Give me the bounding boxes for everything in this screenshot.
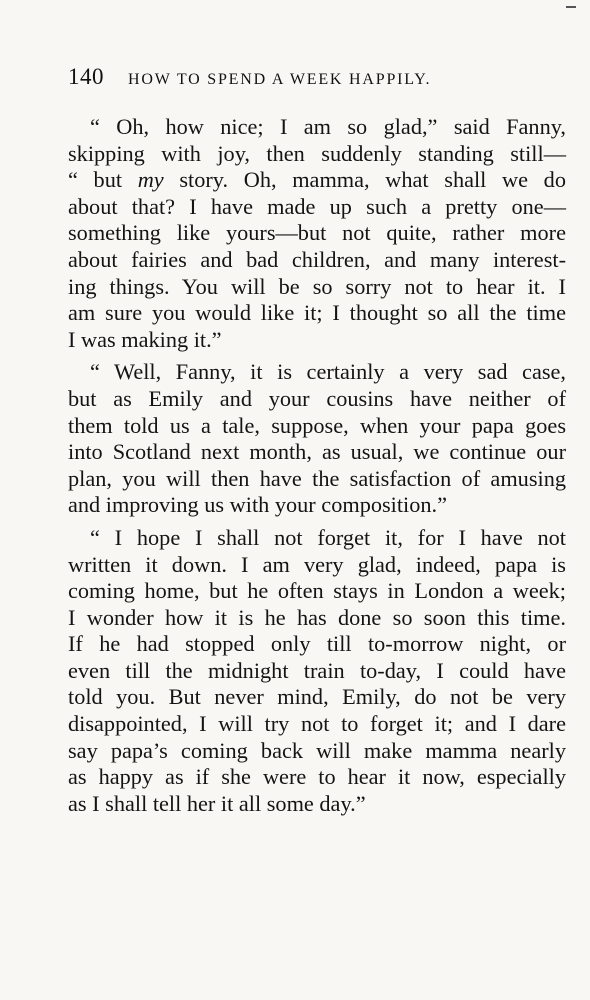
text-line: even till the midnight train to-day, I could have [68,657,566,683]
text-line: “ Well, Fanny, it is certainly a very sad case, [90,359,566,385]
paragraph [68,114,566,353]
paragraph [68,359,566,519]
text-line: something like yours—but not quite, rather more [68,220,566,246]
text-line: as happy as if she were to hear it now, especially [68,764,566,790]
text-line: “ but my story. Oh, mamma, what shall we do [68,167,566,193]
text-line: about fairies and bad children, and many interest- [68,246,566,272]
text-line: ing things. You will be so sorry not to hear it. I [68,273,566,299]
text-line: disappointed, I will try not to forget it; and I dare [68,711,566,737]
body-text [68,114,566,823]
text-line: skipping with joy, then suddenly standing still— [68,140,566,166]
text-line: I wonder how it is he has done so soon this time. [68,604,566,630]
text-line: written it down. I am very glad, indeed, papa is [68,551,566,577]
text-line: but as Emily and your cousins have neither of [68,385,566,411]
text-line: I was making it.” [68,326,222,352]
corner-mark [566,6,576,8]
text-line: “ I hope I shall not forget it, for I have not [90,524,566,550]
text-line: as I shall tell her it all some day.” [68,790,366,816]
page-header [68,64,548,90]
text-line: coming home, but he often stays in London a week; [68,578,566,604]
text-line: “ Oh, how nice; I am so glad,” said Fanny, [90,114,566,139]
text-line: am sure you would like it; I thought so all the time [68,300,566,326]
text-line: If he had stopped only till to-morrow night, or [68,631,566,657]
text-line: say papa’s coming back will make mamma nearly [68,737,566,763]
text-line: about that? I have made up such a pretty one— [68,193,566,219]
text-line: and improving us with your composition.” [68,492,448,518]
page-number: 140 [68,64,104,89]
running-title: HOW TO SPEND A WEEK HAPPILY. [128,71,432,88]
text-line: into Scotland next month, as usual, we continue our [68,439,566,465]
text-line: them told us a tale, suppose, when your papa goes [68,412,566,438]
paragraph [68,525,566,818]
text-line: told you. But never mind, Emily, do not be very [68,684,566,710]
text-line: plan, you will then have the satisfaction of amusing [68,465,566,491]
